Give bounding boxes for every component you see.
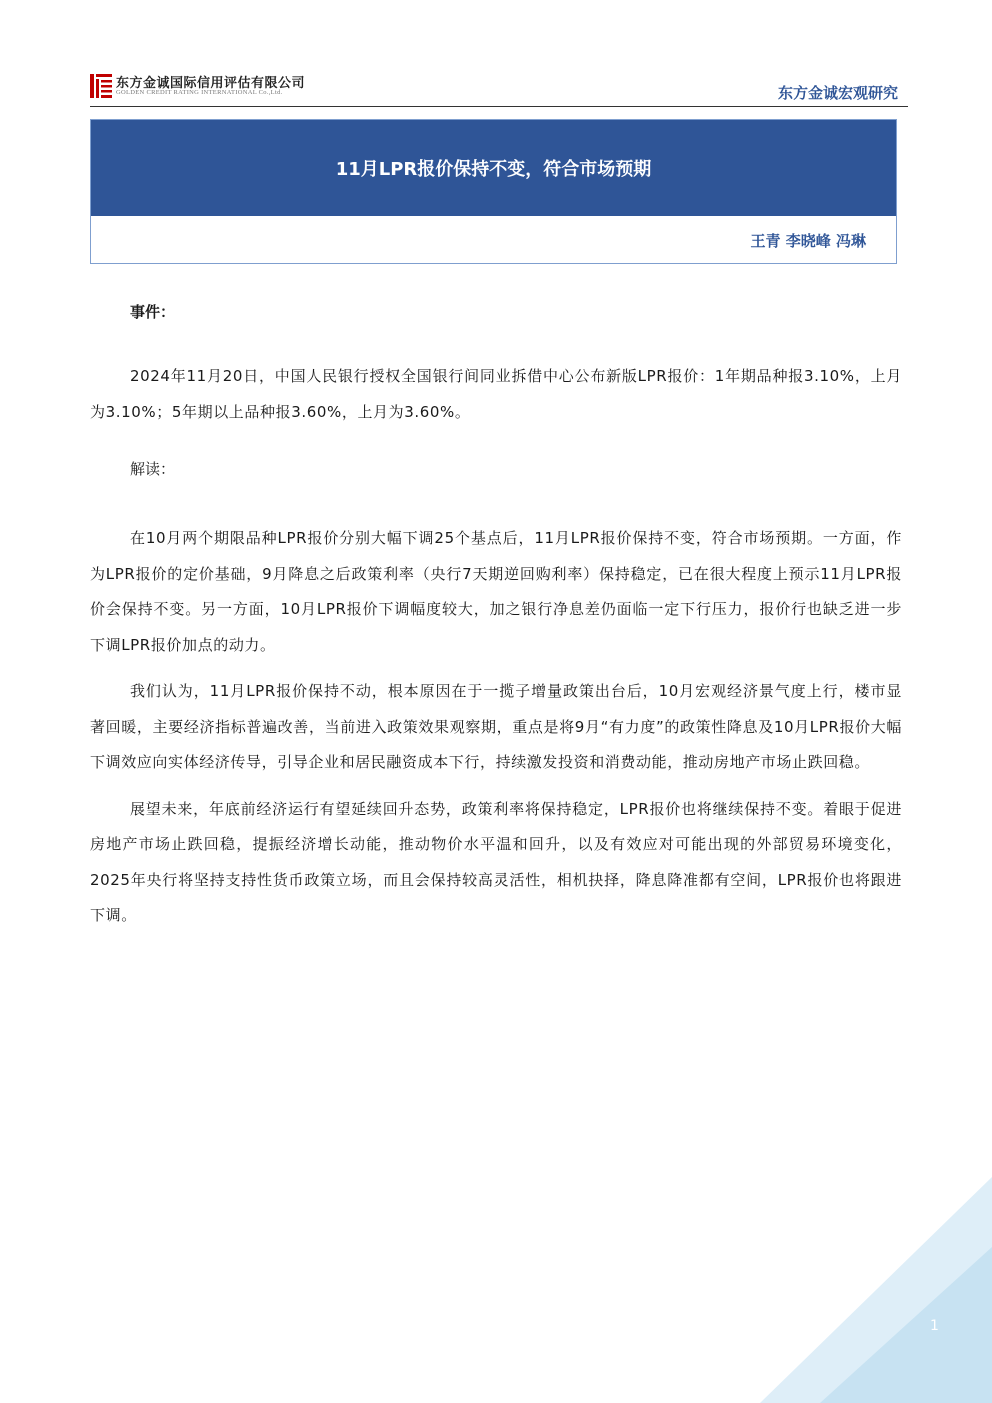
- company-logo-icon: [90, 74, 112, 98]
- series-name: 东方金诚宏观研究: [777, 84, 898, 102]
- authors: 王青 李晓峰 冯琳: [750, 232, 866, 250]
- company-logo: [90, 72, 350, 100]
- report-body: [90, 296, 902, 934]
- title-band: [91, 120, 896, 216]
- analysis-paragraph: 展望未来，年底前经济运行有望延续回升态势，政策利率将保持稳定，LPR报价也将继续保持不变。着眼于促进房地产市场止跌回稳，提振经济增长动能，推动物价水平温和回升，以及有效应对可能出现的外部贸易环境变化，2025年央行将坚持支持性货币政策立场，而且会保持较高灵活性，相机抉择，降息降准都有空间，LPR报价也将跟进下调。: [90, 799, 902, 924]
- company-name-cn: 东方金诚国际信用评估有限公司: [116, 76, 306, 91]
- analysis-paragraph: 我们认为，11月LPR报价保持不动，根本原因在于一揽子增量政策出台后，10月宏观经济景气度上行，楼市显著回暖，主要经济指标普遍改善，当前进入政策效果观察期，重点是将9月“有力度”的政策性降息及10月LPR报价大幅下调效应向实体经济传导，引导企业和居民融资成本下行，持续激发投资和消费动能，推动房地产市场止跌回稳。: [90, 682, 902, 771]
- event-paragraph: 2024年11月20日，中国人民银行授权全国银行间同业拆借中心公布新版LPR报价：1年期品种报3.10%，上月为3.10%；5年期以上品种报3.60%，上月为3.60%。: [90, 367, 902, 421]
- report-title: 11月LPR报价保持不变，符合市场预期: [335, 159, 652, 180]
- page-header: [90, 68, 898, 104]
- page-number: 1: [930, 1318, 939, 1334]
- analysis-paragraph: 在10月两个期限品种LPR报价分别大幅下调25个基点后，11月LPR报价保持不变，符合市场预期。一方面，作为LPR报价的定价基础，9月降息之后政策利率（央行7天期逆回购利率）保持稳定，已在很大程度上预示11月LPR报价会保持不变。另一方面，10月LPR报价下调幅度较大，加之银行净息差仍面临一定下行压力，报价行也缺乏进一步下调LPR报价加点的动力。: [90, 529, 902, 654]
- event-heading: 事件：: [130, 303, 176, 321]
- title-box: [90, 119, 897, 264]
- page-corner-decoration: [760, 1177, 992, 1403]
- header-divider: [90, 106, 908, 107]
- company-name-en: GOLDEN CREDIT RATING INTERNATIONAL Co.,Ltd.: [116, 89, 283, 96]
- reading-heading: 解读：: [130, 460, 176, 478]
